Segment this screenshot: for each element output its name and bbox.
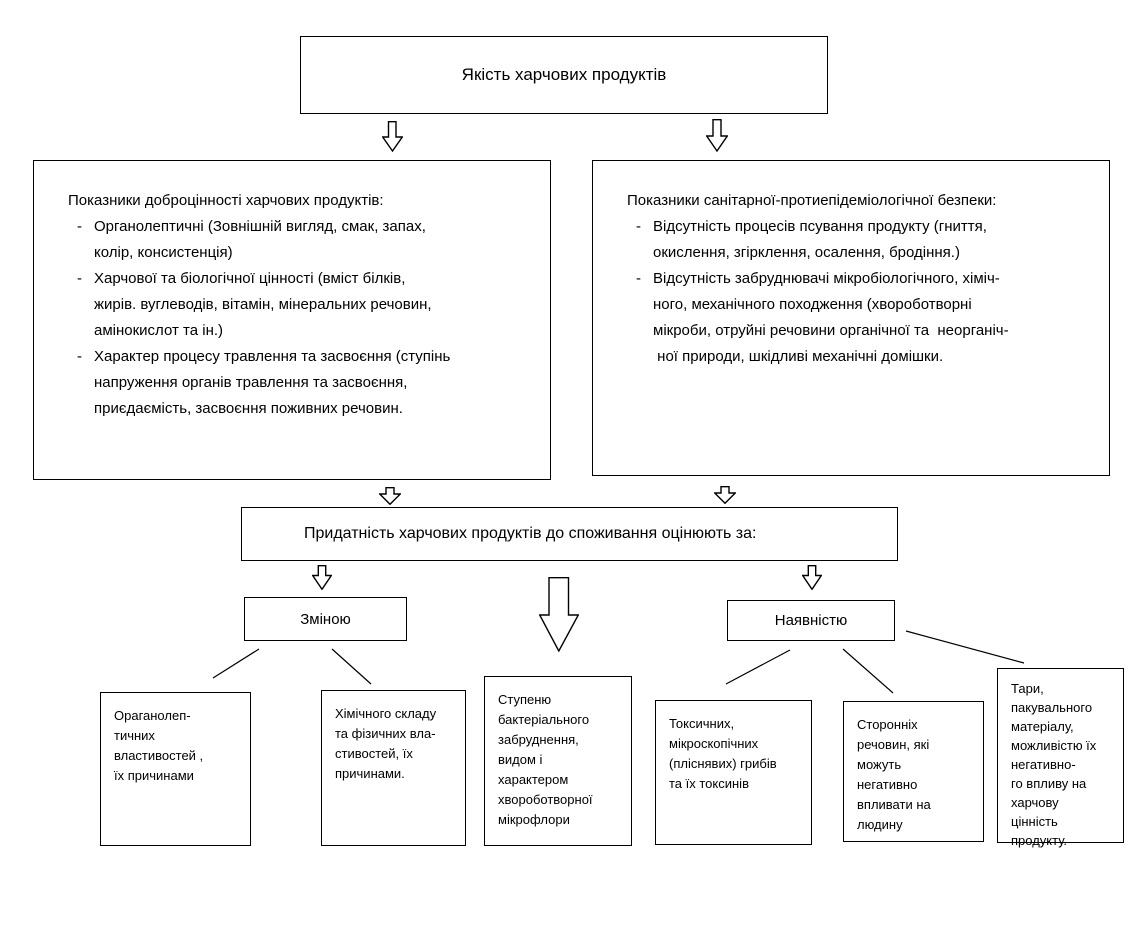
connector-line [726,650,790,684]
node-foreign-substances-text: Сторонніх речовин, які можуть негативно впливати на людину [857,717,931,832]
connector-line [906,631,1024,663]
list-dash: - [636,218,641,235]
node-chemical-composition [321,690,466,846]
node-sanitary-safety-title: Показники санітарної-протиепідеміологічної безпеки: [627,192,997,209]
node-packaging [997,668,1124,848]
node-food-quality-label: Якість харчових продуктів [461,65,667,84]
list-item-text: Відсутність забруднювачі мікробіологічного, хіміч- ного, механічного походження (хвороботворні мікроби, отруйні речовини органічної та неорганіч- ної природи, шкідливі механічні домішки. [653,270,1009,365]
list-dash: - [77,348,82,365]
list-item-text: Характер процесу травлення та засвоєння (ступінь напруження органів травлення та засвоєння, приєдаємість, засвоєння поживних речовин. [94,348,451,417]
connector-line [213,649,259,678]
node-toxic-fungi-text: Токсичних, мікроскопічних (пліснявих) грибів та їх токсинів [669,716,777,791]
node-suitability-assessment-label: Придатність харчових продуктів до споживання оцінюють за: [304,525,757,542]
node-chemical-composition-text: Хімічного складу та фізичних вла- стивостей, їх причинами. [335,706,437,781]
list-item-text: Харчової та біологічної цінності (вміст білків, жирів. вуглеводів, вітамін, мінеральних речовин, амінокислот та ін.) [94,270,432,339]
connector-line [332,649,371,684]
connector-line [843,649,893,693]
list-dash: - [77,218,82,235]
node-packaging-text: Тари, пакувального матеріалу, можливістю їх негативно- го впливу на харчову цінність продукту. [1011,681,1097,848]
node-organoleptic-properties [100,692,251,846]
node-foreign-substances [843,701,984,842]
node-by-change-label: Зміною [300,610,351,628]
list-dash: - [77,270,82,287]
list-item-text: Відсутність процесів псування продукту (гниття, окислення, згірклення, осалення, бродіння.) [653,218,987,261]
node-organoleptic-properties-text: Ораганолеп- тичних властивостей , їх причинами [114,708,204,783]
list-dash: - [636,270,641,287]
node-by-presence-label: Наявністю [774,612,848,629]
node-bacterial-contamination [484,676,632,846]
node-toxic-fungi [655,700,812,845]
list-item-text: Органолептичні (Зовнішній вигляд, смак, запах, колір, консистенція) [94,218,426,261]
node-wholesomeness-title: Показники доброцінності харчових продуктів: [68,192,384,209]
node-bacterial-contamination-text: Ступеню бактеріального забруднення, видом і характером хвороботворної мікрофлори [498,692,593,827]
